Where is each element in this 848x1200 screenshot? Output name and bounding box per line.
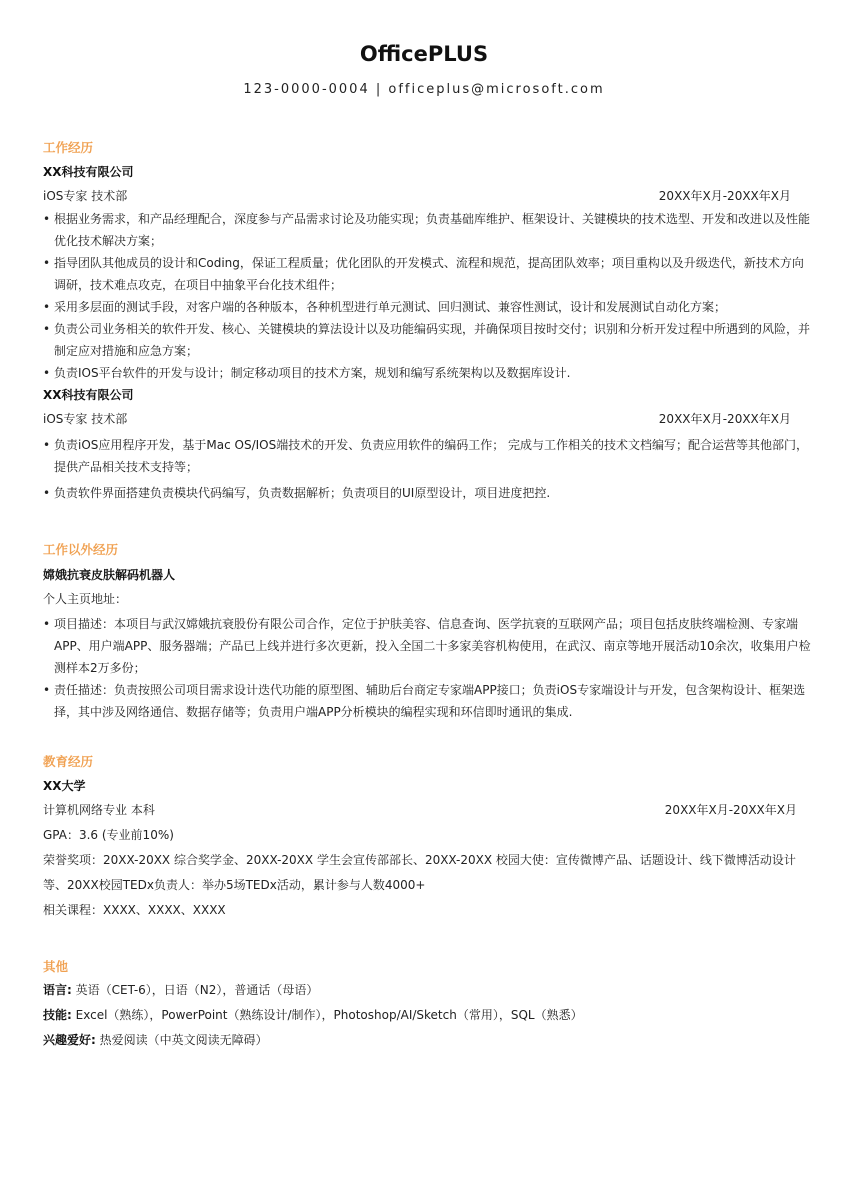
date-range: 20XX年X月-20XX年X月	[658, 412, 791, 426]
language-value: 英语（CET-6），日语（N2），普通话（母语）	[71, 983, 319, 997]
bullet-item: • 采用多层面的测试手段，对客户端的各种版本，各种机型进行单元测试、回归测试、兼容性测试，设计和发展测试自动化方案；	[43, 296, 813, 318]
hobby-label: 兴趣爱好:	[43, 1033, 96, 1047]
role: iOS专家 技术部	[43, 189, 128, 203]
language-label: 语言:	[43, 983, 72, 997]
project-name: 嫦娥抗衰皮肤解码机器人	[43, 568, 176, 582]
contact-line: 123-0000-0004 | officeplus@microsoft.com	[243, 82, 605, 97]
bullet-list	[43, 208, 813, 384]
extra-entry	[43, 563, 813, 723]
skills-label: 技能:	[43, 1008, 72, 1022]
role-row	[43, 184, 813, 208]
major-row	[43, 798, 813, 823]
language-row	[43, 978, 813, 1003]
bullet-list	[43, 434, 813, 504]
role: iOS专家 技术部	[43, 412, 128, 426]
skills-row	[43, 1003, 813, 1028]
school-name: XX大学	[43, 779, 86, 793]
homepage-label: 个人主页地址：	[43, 592, 128, 606]
section-title-other: 其他	[43, 959, 69, 974]
bullet-item: • 指导团队其他成员的设计和Coding，保证工程质量；优化团队的开发模式、流程和规范，提高团队效率；项目重构以及升级迭代，新技术方向调研，技术难点攻克，在项目中抽象平台化技术组件；	[43, 252, 813, 296]
work-entry-1	[43, 160, 813, 384]
work-entry-2	[43, 383, 813, 504]
date-range: 20XX年X月-20XX年X月	[658, 189, 791, 203]
skills-value: Excel（熟练），PowerPoint（熟练设计/制作），Photoshop/AI/Sketch（常用），SQL（熟悉）	[71, 1008, 583, 1022]
hobby-value: 热爱阅读（中英文阅读无障碍）	[95, 1033, 268, 1047]
bullet-item: • 负责iOS应用程序开发，基于Mac OS/IOS端技术的开发、负责应用软件的编码工作； 完成与工作相关的技术文档编写；配合运营等其他部门，提供产品相关技术支持等；	[43, 434, 813, 478]
bullet-item: • 负责软件界面搭建负责模块代码编写，负责数据解析；负责项目的UI原型设计，项目进度把控.	[43, 482, 813, 504]
bullet-item: • 根据业务需求，和产品经理配合，深度参与产品需求讨论及功能实现；负责基础库维护、框架设计、关键模块的技术选型、开发和改进以及性能优化技术解决方案；	[43, 208, 813, 252]
section-title-extra: 工作以外经历	[43, 542, 119, 557]
role-row	[43, 407, 813, 431]
bullet-item: • 负责公司业务相关的软件开发、核心、关键模块的算法设计以及功能编码实现，并确保项目按时交付；识别和分析开发过程中所遇到的风险，并制定应对措施和应急方案；	[43, 318, 813, 362]
section-title-education: 教育经历	[43, 754, 94, 769]
major: 计算机网络专业 本科	[43, 803, 155, 817]
honors: 荣誉奖项：20XX-20XX 综合奖学金、20XX-20XX 学生会宣传部部长、20XX-20XX 校园大使：宣传微博产品、话题设计、线下微博活动设计等、20XX校园TEDx负责人：举办5场TEDx活动，累计参与人数4000+	[43, 853, 796, 892]
section-title-work: 工作经历	[43, 140, 94, 155]
company-name: XX科技有限公司	[43, 388, 134, 402]
bullet-item: • 负责IOS平台软件的开发与设计；制定移动项目的技术方案，规划和编写系统架构以及数据库设计.	[43, 362, 813, 384]
courses: 相关课程：XXXX、XXXX、XXXX	[43, 903, 226, 917]
gpa: GPA：3.6 (专业前10%)	[43, 828, 174, 842]
bullet-list	[43, 613, 813, 723]
candidate-name: OfficePLUS	[359, 42, 489, 66]
other-entry	[43, 978, 813, 1053]
company-name: XX科技有限公司	[43, 165, 134, 179]
education-entry	[43, 774, 813, 923]
date-range: 20XX年X月-20XX年X月	[664, 803, 797, 817]
hobby-row	[43, 1028, 813, 1053]
bullet-item: • 责任描述：负责按照公司项目需求设计迭代功能的原型图、辅助后台商定专家端APP接口；负责iOS专家端设计与开发，包含架构设计、框架选择，其中涉及网络通信、数据存储等；负责用户端APP分析模块的编程实现和环信即时通讯的集成.	[43, 679, 813, 723]
bullet-item: • 项目描述：本项目与武汉嫦娥抗衰股份有限公司合作，定位于护肤美容、信息查询、医学抗衰的互联网产品；项目包括皮肤终端检测、专家端APP、用户端APP、服务器端；产品已上线并进行多次更新，投入全国二十多家美容机构使用，在武汉、南京等地开展活动10余次，收集用户检测样本2万多份；	[43, 613, 813, 679]
